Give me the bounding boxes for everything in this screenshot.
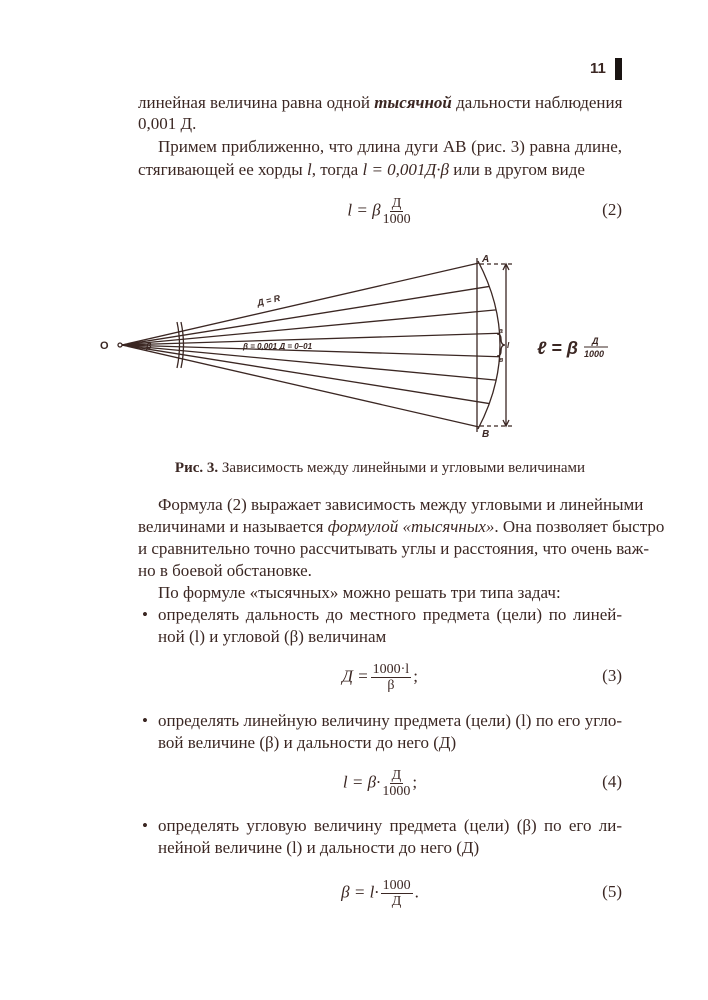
label-mid: β = 0,001 Д = 0–01 — [243, 342, 313, 351]
label-beta: β — [146, 341, 152, 351]
label-a: a — [499, 328, 503, 335]
paragraph-2-line-2: стягивающей ее хорды l, тогда l = 0,001Д·β или в другом виде — [138, 160, 585, 179]
inline-formula: l = 0,001Д·β — [362, 160, 449, 179]
formula-2: l = β $\frac{Д}{1000}$ (2) — [347, 196, 622, 227]
label-l: l — [507, 341, 510, 350]
bullet-1-line-2: ной (l) и угловой (β) величинам — [158, 627, 387, 646]
paragraph-3-line-1: Формула (2) выражает зависимость между угловыми и линейными — [158, 495, 644, 514]
formula-3: Д = $\frac{1000\cdot l}{\beta}$ ; (3) — [342, 662, 622, 693]
paragraph-3-line-4: но в боевой обстановке. — [138, 561, 312, 580]
label-A: A — [482, 254, 490, 265]
page-marker-bar — [615, 58, 622, 80]
angle-arc — [177, 322, 184, 368]
figure-3-diagram — [0, 240, 708, 450]
bullet-2-line-2: вой величине (β) и дальности до него (Д) — [158, 733, 457, 752]
paragraph-1-line-2: 0,001 Д. — [138, 114, 197, 133]
label-D-R: Д = R — [256, 292, 282, 308]
page-number-text: 11 — [590, 60, 606, 77]
paragraph-3-line-2: величинами и называется формулой «тысячных». Она позволяет быстро — [138, 517, 665, 536]
emphasis: тысячной — [374, 93, 452, 112]
page-number — [590, 60, 606, 77]
bullet-3-line-1: • определять угловую величину предмета (цели) (β) по его ли- — [142, 816, 622, 835]
label-b: в — [499, 357, 504, 364]
paragraph-2-line-1: Примем приближенно, что длина дуги АВ (рис. 3) равна длине, — [158, 137, 622, 156]
side-formula-num: Д — [592, 336, 599, 346]
bullet-1-line-1: • определять дальность до местного предмета (цели) по линей- — [142, 605, 622, 624]
paragraph-1-line-1: линейная величина равна одной тысячной дальности наблюдения — [138, 93, 623, 112]
paragraph-4: По формуле «тысячных» можно решать три типа задач: — [158, 583, 561, 602]
ray-line — [122, 263, 479, 345]
bullet-3-line-2: нейной величине (l) и дальности до него (Д) — [158, 838, 480, 857]
ray-line — [122, 345, 479, 427]
side-formula-den: 1000 — [584, 349, 605, 359]
paragraph-3-line-3: и сравнительно точно рассчитывать углы и расстояния, что очень важ- — [138, 539, 649, 558]
label-B: B — [482, 429, 490, 440]
label-O: O — [100, 340, 109, 352]
bullet-2-line-1: • определять линейную величину предмета (цели) (l) по его углo- — [142, 711, 622, 730]
formula-5: β = l· $\frac{1000}{Д}$ . (5) — [341, 878, 622, 909]
figure-caption: Рис. 3. Зависимость между линейными и угловыми величинами — [174, 460, 586, 476]
arc-AB — [478, 261, 500, 429]
formula-4: l = β· $\frac{Д}{1000}$ ; (4) — [342, 768, 622, 799]
equation-number: (2) — [602, 200, 622, 219]
side-formula-lhs: ℓ = β — [537, 338, 578, 358]
